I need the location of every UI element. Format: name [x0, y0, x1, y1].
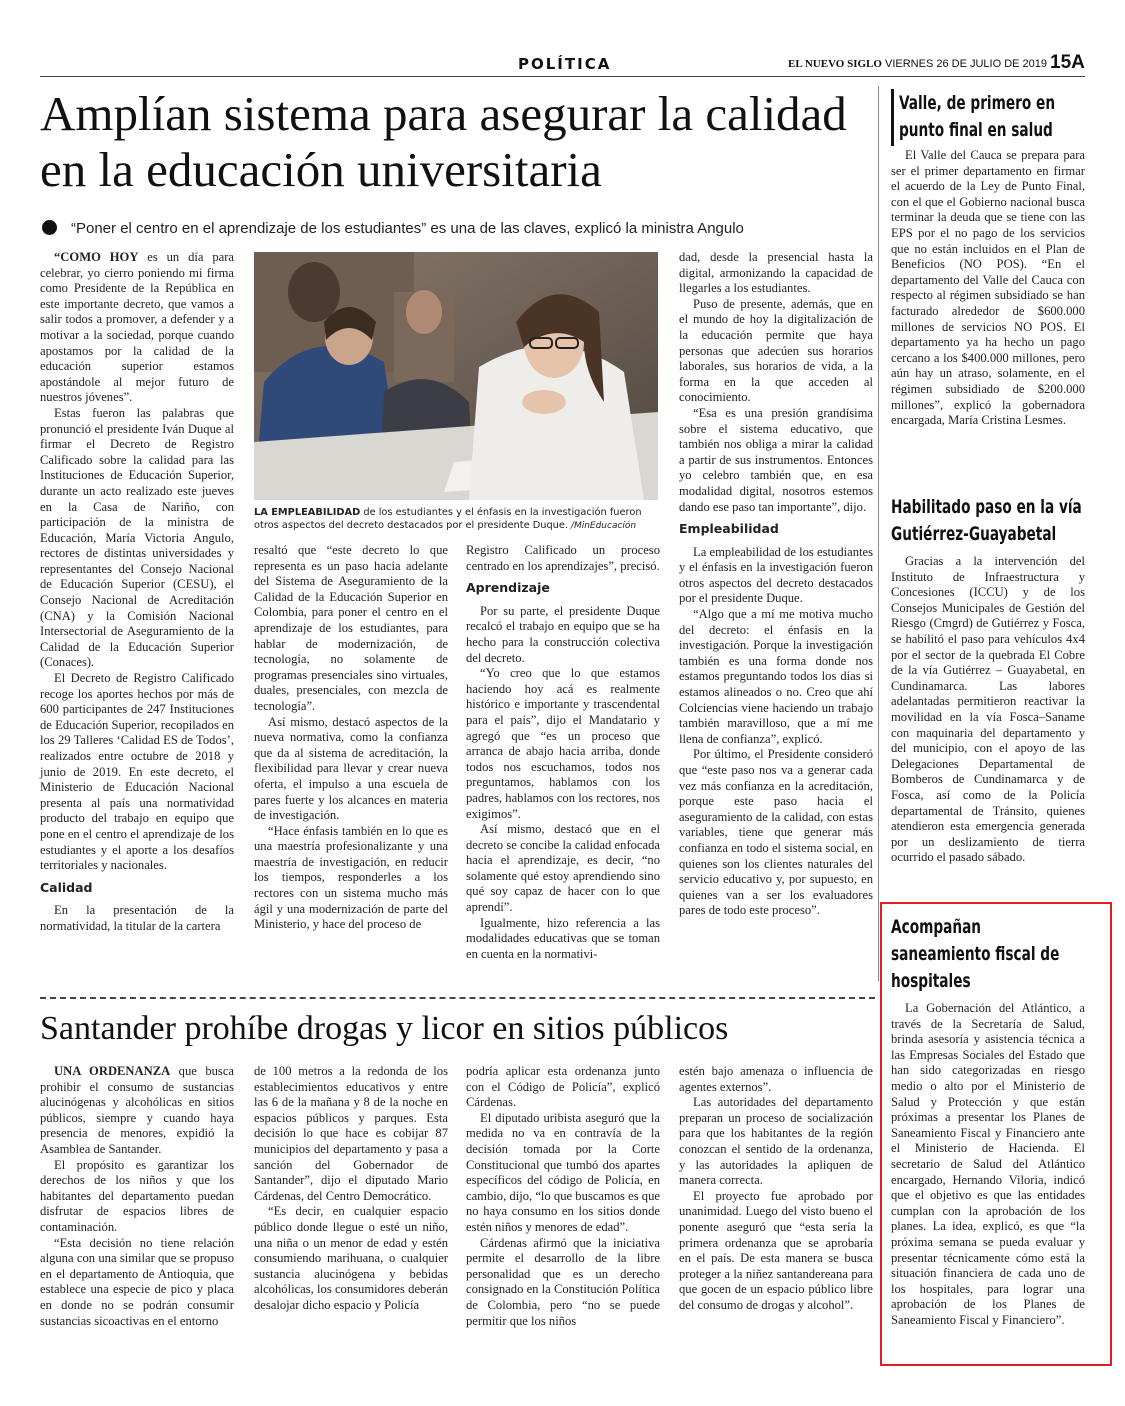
second-column-2 — [254, 1064, 448, 1314]
subheadline-text: “Poner el centro en el aprendizaje de los estudiantes” es una de las claves, explicó la ministra Angulo — [71, 220, 744, 237]
paragraph: En la presentación de la normatividad, la titular de la cartera — [40, 903, 234, 933]
paragraph: Puso de presente, además, que en el mundo de hoy la digitalización de la educación permite que haya personas que adecúen sus horarios laborales, sus horarios de vida, a la forma en la que acceden al conocimiento. — [679, 296, 873, 405]
publication-name: EL NUEVO SIGLO — [788, 58, 882, 70]
paragraph: “Es decir, en cualquier espacio público donde llegue o esté un niño, una niña o un menor de edad y estén consumiendo marihuana, o cualquier sustancia alucinógena y bebidas alcohólicas, los consumidores deberán desalojar dicho espacio y Policía — [254, 1204, 448, 1312]
publication-date: VIERNES 26 DE JULIO DE 2019 — [884, 58, 1047, 70]
page-number: 15A — [1050, 52, 1085, 73]
second-column-3 — [466, 1064, 660, 1329]
sidebar-body: El Valle del Cauca se prepara para ser el primer departamento en firmar el acuerdo de la Ley de Punto Final, con el que el Gobierno nacional busca terminar la deuda que se tiene con las EPS por el no pago de los servicios que no están incluidos en el Plan de Beneficios (NO POS). “En el departamento del Valle del Cauca con respecto al régimen subsidiado se han facturado alrededor de $600.000 millones de servicios NO POS. El departamento ya ha hecho un pago cercano a los $400.000 millones, pero aún hay un atraso, solamente, en el régimen subsidiado de $200.000 millones”, explicó la gobernadora encargada, María Cristina Lesmes. — [891, 148, 1085, 428]
paragraph: Igualmente, hizo referencia a las modalidades educativas que se toman en cuenta en la normativi- — [466, 915, 660, 961]
lead-in: “COMO HOY — [54, 250, 139, 264]
sidebar-title: Habilitado paso en la vía Gutiérrez-Guayabetal — [891, 496, 1082, 545]
paragraph: El propósito es garantizar los derechos de los niños y que los habitantes del departamento puedan disfrutar de espacios libres de contaminación. — [40, 1157, 234, 1234]
paragraph: “Esa es una presión grandísima sobre el sistema educativo, que también nos obliga a mirar la calidad a partir de sus instrumentos. Entonces yo celebro también que, en esa modalidad digital, nosotros estemos dando ese paso tan importante”, dijo. — [679, 405, 873, 514]
paragraph: “Esta decisión no tiene relación alguna con una similar que se propuso en el departamento de Antioquia, que establece una especie de pico y placa en donde no se podrán consumir sustancias sicoactivas en el entorno — [40, 1235, 234, 1328]
paragraph: estén bajo amenaza o influencia de agentes externos”. — [679, 1064, 873, 1094]
main-headline: Amplían sistema para asegurar la calidad en la educación universitaria — [40, 86, 847, 197]
main-subheadline — [42, 220, 872, 237]
sidebar-title: Valle, de primero en punto final en salud — [899, 92, 1056, 141]
paragraph: Estas fueron las palabras que pronunció el presidente Iván Duque al firmar el Decreto de Registro Calificado sobre la calidad para las Instituciones de Educación Superior, durante un acto realizado este jueves en la Casa de Nariño, con participación de la ministra de Educación, María Victoria Angulo, rectores de distintas universidades y representantes del Consejo Nacional de Educación Superior (CESU), el Consejo Nacional de Acreditación (CNA) y la Comisión Nacional Intersectorial de Aseguramiento de la Calidad de la Educación Superior (Conaces). — [40, 405, 234, 670]
sidebar-body: La Gobernación del Atlántico, a través de la Secretaría de Salud, brinda asesoría y asistencia técnica a las Empresas Sociales del Estado que han sido categorizadas en riesgo medio o alto por el Ministerio de Salud y Protección y que están próximas a presentar los Planes de Saneamiento Fiscal y Financiero ante el Ministerio de Hacienda. El secretario de Salud del Atlántico encargado, Hernando Viloria, indicó que el objetivo es que las entidades cumplan con la aprobación de los planes. La idea, explicó, es que “la próxima semana se pueda evaluar y presentar técnicamente cómo está la situación financiera de cada uno de los hospitales, para lograr una aprobación de los Planes de Saneamiento Fiscal y Financiero”. — [891, 1001, 1085, 1327]
sidebar-body-wrap — [891, 554, 1085, 866]
paragraph: Por último, el Presidente consideró que “este paso nos va a generar cada vez más confianza en la acreditación, porque este paso hacia el aseguramiento de la calidad, con estas variables, tiene que generar más confianza en todo el sistema social, en quienes son los clientes naturales del servicio educativo y, por supuesto, en quienes van a ser los evaluadores pares de todo este proceso”. — [679, 747, 873, 918]
subhead-calidad: Calidad — [40, 879, 93, 895]
second-column-1 — [40, 1064, 234, 1329]
paragraph: podría aplicar esta ordenanza junto con el Código de Policía”, explicó Cárdenas. — [466, 1064, 660, 1110]
sidebar-title: Acompañan saneamiento fiscal de hospitales — [891, 916, 1060, 992]
sidebar-body: Gracias a la intervención del Instituto de Infraestructura y Concesiones (ICCU) y de los Consejos Municipales de Gestión del Riesgo (Cmgrd) de Gutiérrez y Fosca, se habilitó el paso para vehículos 4x4 por el sector de la quebrada El Cobre de la vía Gutiérrez – Guayabetal, en Cundinamarca. Las labores adelantadas permitieron reactivar la movilidad en la vía Fosca–Saname con maquinaria del departamento y del municipio, con el apoyo de las Delegaciones Departamental de Bomberos de Cundinamarca y de Fosca, así como de la Policía departamental de Tránsito, quienes atendieron esta emergencia generada por un deslizamiento de tierra ocurrido el pasado sábado. — [891, 554, 1085, 865]
main-column-4 — [679, 250, 873, 919]
subhead-empleabilidad: Empleabilidad — [679, 521, 779, 537]
paragraph: Por su parte, el presidente Duque recalcó el trabajo en equipo que se ha hecho para la construcción colectiva del decreto. — [466, 603, 660, 665]
photo-caption — [254, 506, 658, 533]
sidebar-item-gutierrez — [891, 494, 1085, 866]
paragraph: es un día para celebrar, yo cierro poniendo mi firma como Presidente de la República en este importante decreto, que vamos a salir todos a promover, a defender y a motivar a la sociedad, porque cuando apostamos por la calidad de la educación superior estamos apostándole al mejor futuro de nuestros jóvenes”. — [40, 250, 234, 405]
article-photo — [254, 252, 658, 500]
publication-dateline — [788, 58, 1047, 70]
students-photo-icon — [254, 252, 658, 500]
paragraph: El Decreto de Registro Calificado recoge los aportes hechos por más de 600 participantes de 247 Instituciones de Educación Superior, recopilados en los 29 Talleres ‘Calidad ES de Todos’, realizados entre octubre de 2018 y junio de 2019. En este decreto, el Ministerio de Educación Nacional presenta al país una normatividad producto del trabajo en equipo que pone en el centro el aprendizaje de los estudiantes y el aporte a los desafíos territoriales y nacionales. — [40, 671, 234, 873]
sidebar-body-wrap — [891, 148, 1085, 429]
paragraph: La empleabilidad de los estudiantes y el énfasis en la investigación fueron otros aspectos del decreto destacados por el presidente Duque. — [679, 544, 873, 606]
sidebar-item-hospitales — [891, 914, 1085, 1328]
main-column-1 — [40, 250, 234, 935]
paragraph: dad, desde la presencial hasta la digital, armonizando la capacidad de llegarles a los estudiantes. — [679, 250, 873, 296]
subhead-aprendizaje: Aprendizaje — [466, 580, 550, 596]
caption-text: de los estudiantes y el énfasis en la investigación fueron otros aspectos del decreto destacados por el presidente Duque. — [254, 507, 642, 531]
bullet-icon — [42, 220, 57, 235]
second-column-4 — [679, 1064, 873, 1314]
second-headline: Santander prohíbe drogas y licor en sitios públicos — [40, 1010, 729, 1047]
caption-bold: LA EMPLEABILIDAD — [254, 507, 361, 518]
paragraph: Así mismo, destacó aspectos de la nueva normativa, como la confianza que da al sistema de acreditación, la flexibilidad para llevar y crear nueva oferta, el impulso a una escuela de pares fuerte y los alcances en materia de investigación. — [254, 714, 448, 823]
paragraph: Así mismo, destacó que en el decreto se concibe la calidad enfocada hacia el aprendizaje, es decir, “no solamente qué estoy aprendiendo sino qué soy capaz de hacer con lo que aprendí”. — [466, 822, 660, 915]
paragraph: de 100 metros a la redonda de los establecimientos educativos y entre las 6 de la mañana y 8 de la noche en espacios públicos y parques. Esta decisión lo que hace es cobijar 87 municipios del departamento y pasa a sanción del Gobernador de Santander”, dijo el diputado Mario Cárdenas, del Centro Democrático. — [254, 1064, 448, 1203]
paragraph: “Hace énfasis también en lo que es una maestría profesionalizante y una maestría de investigación, en reducir los tiempos, responderles a los rectores con un sistema mucho más ágil y una modernización de parte del Ministerio, y hace del proceso de — [254, 823, 448, 932]
paragraph: El proyecto fue aprobado por unanimidad. Luego del visto bueno el ponente aseguró que “esta sería la primera ordenanza que se aprobaría en el país. De esta manera se busca proteger a la niñez santandereana para que gocen de un espacio público libre del consumo de drogas y alcohol”. — [679, 1188, 873, 1312]
paragraph: Registro Calificado un proceso centrado en los aprendizajes”, precisó. — [466, 543, 660, 573]
column-divider — [878, 86, 879, 981]
main-column-2 — [254, 543, 448, 933]
paragraph: El diputado uribista aseguró que la medida no va en contravía de la decisión tomada por la Corte Constitucional que tumbó dos apartes específicos del código de Policía, en cambio, dijo, “lo que buscamos es que no haya consumo en los sitios donde estén niños y menores de edad”. — [466, 1110, 660, 1234]
section-name: POLÍTICA — [518, 55, 612, 73]
header-rule — [40, 76, 1085, 77]
sidebar-item-valle — [891, 90, 1085, 429]
paragraph: Las autoridades del departamento preparan un proceso de socialización para que los habitantes de la región conozcan el sentido de la ordenanza, y las autoridades la apliquen de manera correcta. — [679, 1095, 873, 1188]
paragraph: “Yo creo que lo que estamos haciendo hoy acá es realmente histórico e importante y trascendental para el país”, dijo el Mandatario y agregó que “es un proceso que arranca de abajo hacia arriba, donde todos nos escuchamos, todos nos preguntamos, hablamos con los padres, hablamos con los rectores, nos exigimos”. — [466, 666, 660, 821]
photo-credit: /MinEducación — [568, 521, 637, 531]
sidebar-body-wrap — [891, 1001, 1085, 1328]
article-separator — [40, 997, 875, 999]
paragraph: resaltó que “este decreto lo que representa es un paso hacia adelante del Sistema de Aseguramiento de la Calidad de la Educación Superior en Colombia, para poner el centro en el aprendizaje de los estudiantes, para hablar de modernización, de tecnología, no solamente de programas presenciales sino virtuales, duales, presenciales, con mezcla de tecnología”. — [254, 543, 448, 713]
paragraph: Cárdenas afirmó que la iniciativa permite el desarrollo de la libre personalidad que es un derecho consignado en la Constitución Política de Colombia, pero “no se puede permitir que los niños — [466, 1235, 660, 1328]
lead-in: UNA ORDENANZA — [54, 1064, 171, 1078]
paragraph: “Algo que a mí me motiva mucho del decreto: el énfasis en la investigación. Porque la investigación también es una forma donde nos estamos preguntando todos los días si estamos alineados o no. Creo que ahí Colciencias viene haciendo un trabajo también maravilloso, que a mí me llena de confianza”, explicó. — [679, 607, 873, 746]
paragraph: que busca prohibir el consumo de sustancias alucinógenas y alcohólicas en sitios públicos, siempre y cuando haya presencia de menores, expidió la Asamblea de Santander. — [40, 1064, 234, 1156]
main-column-3 — [466, 543, 660, 962]
